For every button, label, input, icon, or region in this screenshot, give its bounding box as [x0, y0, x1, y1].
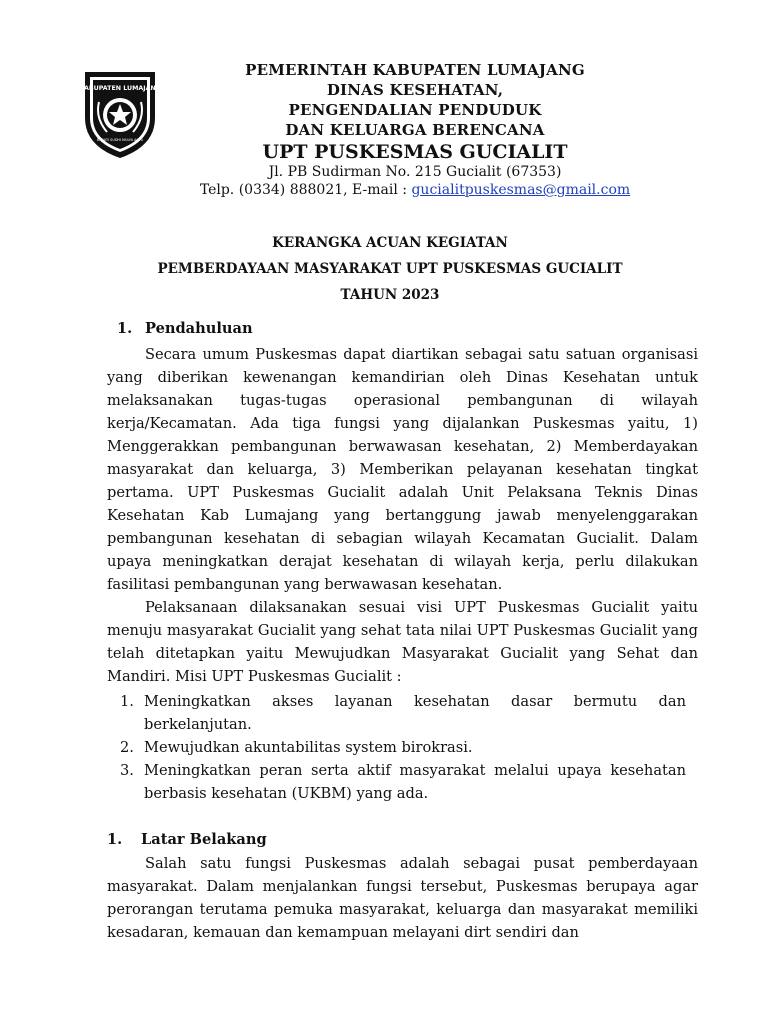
letterhead-line-2: DINAS KESEHATAN, [326, 81, 504, 99]
email-link[interactable]: gucialitpuskesmas@gmail.com [411, 182, 631, 198]
paragraph: Secara umum Puskesmas dapat diartikan sebagai satu satuan organisasi yang diberikan kewenangan kemandirian oleh Dinas Kesehatan untuk melaksanakan tugas-tugas operasional pembangunan di wilayah kerja/Kecamatan. Ada tiga fungsi yang dijalankan Puskesmas yaitu, 1) Menggerakkan pembangunan berwawasan kesehatan, 2) Memberdayakan masyarakat dan keluarga, 3) Memberikan pelayanan kesehatan tingkat pertama. UPT Puskesmas Gucialit adalah Unit Pelaksana Teknis Dinas Kesehatan Kab Lumajang yang bertanggung jawab menyelenggarakan pembangunan kesehatan di sebagian wilayah Kecamatan Gucialit. Dalam upaya meningkatkan derajat kesehatan di wilayah kerja, perlu dilakukan fasilitasi pembangunan yang berwawasan kesehatan. [107, 346, 698, 593]
title-line-1: KERANGKA ACUAN KEGIATAN [272, 235, 508, 251]
paragraph: Pelaksanaan dilaksanakan sesuai visi UPT Puskesmas Gucialit yaitu menuju masyarakat Gucialit yang sehat tata nilai UPT Puskesmas Gucialit yang telah ditetapkan yaitu Mewujudkan Masyarakat Gucialit yang Sehat dan Mandiri. Misi UPT Puskesmas Gucialit : [107, 599, 698, 685]
section-heading-latar-belakang [107, 831, 267, 848]
letterhead-line-1: PEMERINTAH KABUPATEN LUMAJANG [245, 61, 585, 79]
letterhead-title: UPT PUSKESMAS GUCIALIT [262, 141, 568, 163]
paragraph: Salah satu fungsi Puskesmas adalah sebagai pusat pemberdayaan masyarakat. Dalam menjalankan fungsi tersebut, Puskesmas berupaya agar perorangan terutama pemuka masyarakat, keluarga dan masyarakat memiliki kesadaran, kemauan dan kemampuan melayani dirt sendiri dan [107, 855, 698, 941]
letterhead-phone: Telp. (0334) 888021, E-mail : [199, 182, 412, 198]
letterhead [150, 60, 680, 199]
section-number: 1. [107, 831, 123, 848]
letterhead-line-3: PENGENDALIAN PENDUDUK [288, 101, 542, 119]
letterhead-line-4: DAN KELUARGA BERENCANA [285, 121, 545, 139]
section-title: Pendahuluan [145, 320, 253, 337]
letterhead-address: Jl. PB Sudirman No. 215 Gucialit (67353) [268, 164, 562, 180]
title-line-2: PEMBERDAYAAN MASYARAKAT UPT PUSKESMAS GUCIALIT [157, 261, 623, 277]
regency-emblem-icon [79, 68, 161, 160]
section-number: 1. [117, 320, 133, 337]
mission-list [120, 690, 686, 805]
title-line-3: TAHUN 2023 [340, 287, 440, 303]
section-title: Latar Belakang [141, 831, 267, 848]
logo-text-top: KABUPATEN LUMAJANG [79, 85, 161, 92]
letterhead-contact [150, 181, 680, 199]
section-2-body [107, 852, 698, 944]
list-item: 1. Meningkatkan akses layanan kesehatan dasar bermutu dan berkelanjutan. [120, 693, 686, 733]
list-item: 2. Mewujudkan akuntabilitas system birokrasi. [120, 739, 473, 756]
section-heading-pendahuluan [117, 320, 253, 337]
section-1-body [107, 343, 698, 688]
logo-text-bottom: BHAKTI SUDHI MULYA ASTU [96, 138, 144, 142]
list-item: 3. Meningkatkan peran serta aktif masyarakat melalui upaya kesehatan berbasis kesehatan (UKBM) yang ada. [120, 762, 686, 802]
document-titles [80, 230, 700, 308]
